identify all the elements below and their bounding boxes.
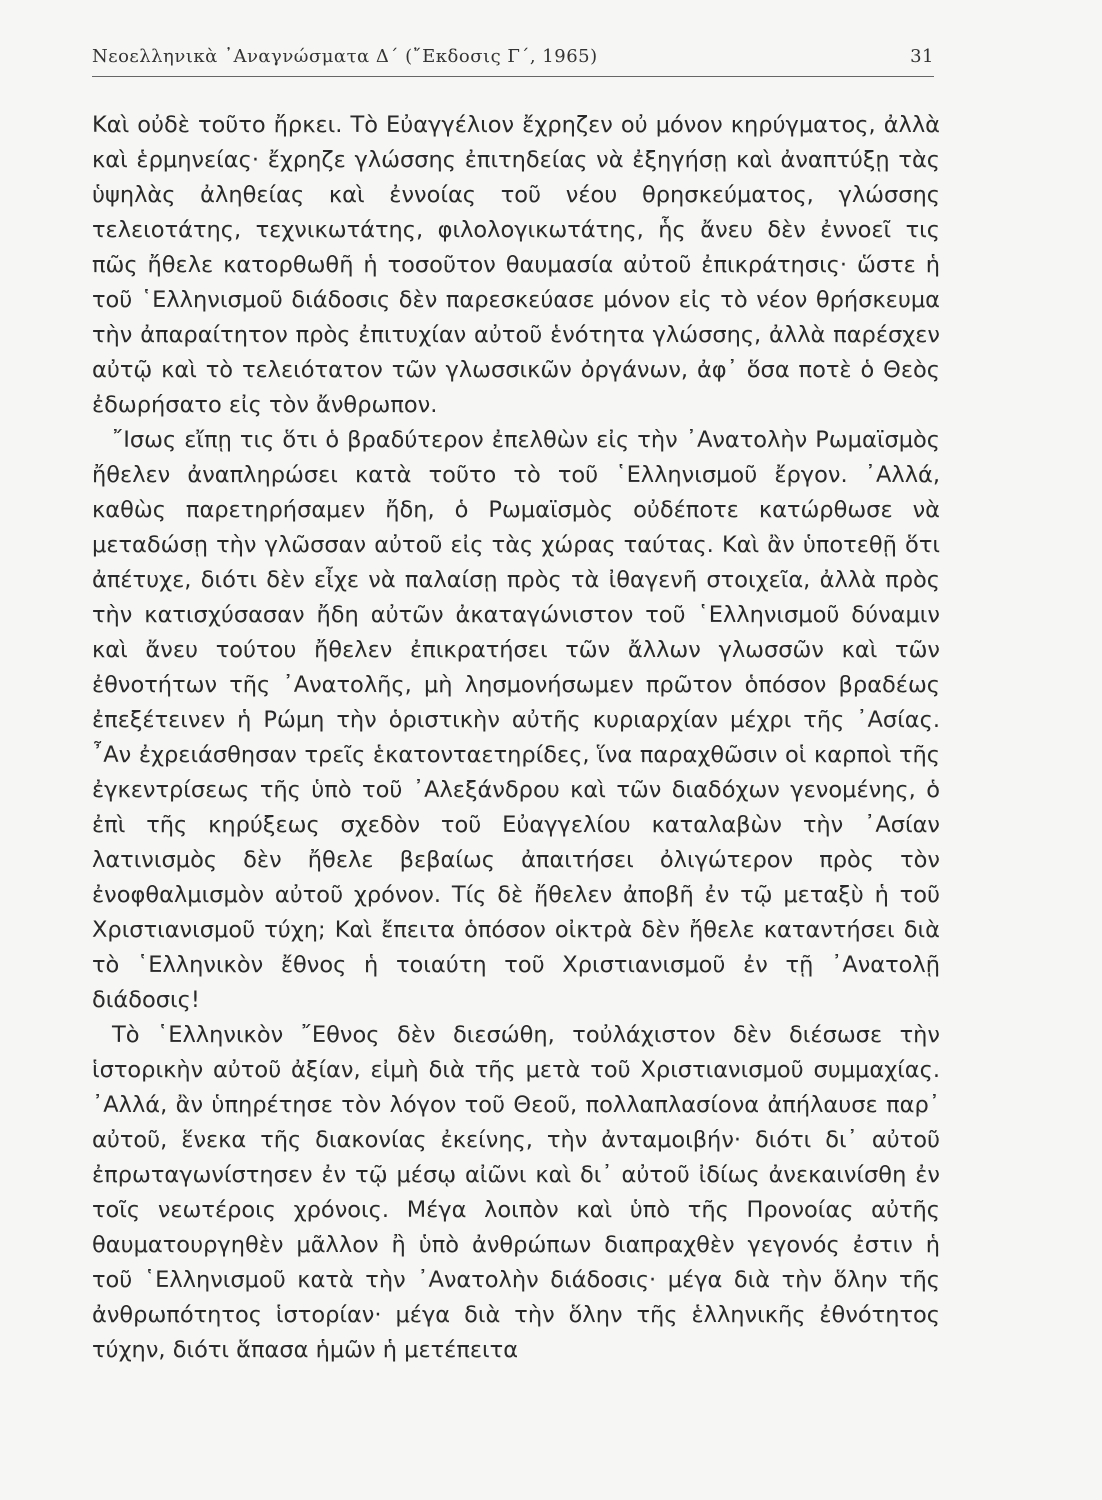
header-title: Νεοελληνικὰ ᾿Αναγνώσματα Δ΄ (῎Εκδοσις Γ΄, 1965) [92,46,598,67]
page-number: 31 [910,46,934,67]
paragraph-1: Καὶ οὐδὲ τοῦτο ἤρκει. Τὸ Εὐαγγέλιον ἔχρηζεν οὐ μόνον κηρύγματος, ἀλλὰ καὶ ἑρμηνείας· ἔχρηζε γλώσσης ἐπιτηδείας νὰ ἐξηγήσῃ καὶ ἀναπτύξῃ τὰς ὑψηλὰς ἀληθείας καὶ ἐννοίας τοῦ νέου θρησκεύματος, γλώσσης τελειοτάτης, τεχνικωτάτης, φιλολογικωτάτης, ἧς ἄνευ δὲν ἐννοεῖ τις πῶς ἤθελε κατορθωθῆ ἡ τοσοῦτον θαυμασία αὐτοῦ ἐπικράτησις· ὥστε ἡ τοῦ ῾Ελληνισμοῦ διάδοσις δὲν παρεσκεύασε μόνον εἰς τὸ νέον θρήσκευμα τὴν ἀπαραίτητον πρὸς ἐπιτυχίαν αὐτοῦ ἑνότητα γλώσσης, ἀλλὰ παρέσχεν αὐτῷ καὶ τὸ τελειότατον τῶν γλωσσικῶν ὀργάνων, ἀφ᾿ ὅσα ποτὲ ὁ Θεὸς ἐδωρήσατο εἰς τὸν ἄνθρωπον. [92,112,940,418]
page-body [92,108,940,1368]
paragraph-2: ῎Ισως εἴπῃ τις ὅτι ὁ βραδύτερον ἐπελθὼν εἰς τὴν ᾿Ανατολὴν Ρωμαϊσμὸς ἤθελεν ἀναπληρώσει κατὰ τοῦτο τὸ τοῦ ῾Ελληνισμοῦ ἔργον. ᾿Αλλά, καθὼς παρετηρήσαμεν ἤδη, ὁ Ρωμαϊσμὸς οὐδέποτε κατώρθωσε νὰ μεταδώσῃ τὴν γλῶσσαν αὐτοῦ εἰς τὰς χώρας ταύτας. Καὶ ἂν ὑποτεθῇ ὅτι ἀπέτυχε, διότι δὲν εἶχε νὰ παλαίσῃ πρὸς τὰ ἰθαγενῆ στοιχεῖα, ἀλλὰ πρὸς τὴν κατισχύσασαν ἤδη αὐτῶν ἀκαταγώνιστον τοῦ ῾Ελληνισμοῦ δύναμιν καὶ ἄνευ τούτου ἤθελεν ἐπικρατήσει τῶν ἄλλων γλωσσῶν καὶ τῶν ἐθνοτήτων τῆς ᾿Ανατολῆς, μὴ λησμονήσωμεν πρῶτον ὁπόσον βραδέως ἐπεξέτεινεν ἡ Ρώμη τὴν ὁριστικὴν αὐτῆς κυριαρχίαν μέχρι τῆς ᾿Ασίας. ῏Αν ἐχρειάσθησαν τρεῖς ἑκατονταετηρίδες, ἵνα παραχθῶσιν οἱ καρποὶ τῆς ἐγκεντρίσεως τῆς ὑπὸ τοῦ ᾿Αλεξάνδρου καὶ τῶν διαδόχων γενομένης, ὁ ἐπὶ τῆς κηρύξεως σχεδὸν τοῦ Εὐαγγελίου καταλαβὼν τὴν ᾿Ασίαν λατινισμὸς δὲν ἤθελε βεβαίως ἀπαιτήσει ὀλιγώτερον πρὸς τὸν ἐνοφθαλμισμὸν αὐτοῦ χρόνον. Τίς δὲ ἤθελεν ἀποβῆ ἐν τῷ μεταξὺ ἡ τοῦ Χριστιανισμοῦ τύχη; Καὶ ἔπειτα ὁπόσον οἰκτρὰ δὲν ἤθελε καταντήσει διὰ τὸ ῾Ελληνικὸν ἔθνος ἡ τοιαύτη τοῦ Χριστιανισμοῦ ἐν τῇ ᾿Ανατολῇ διάδοσις! [92,427,940,1013]
header-rule [92,76,934,77]
paragraph-3: Τὸ ῾Ελληνικὸν ῎Εθνος δὲν διεσώθη, τοὐλάχιστον δὲν διέσωσε τὴν ἱστορικὴν αὐτοῦ ἀξίαν, εἰμὴ διὰ τῆς μετὰ τοῦ Χριστιανισμοῦ συμμαχίας. ᾿Αλλά, ἂν ὑπηρέτησε τὸν λόγον τοῦ Θεοῦ, πολλαπλασίονα ἀπήλαυσε παρ᾿ αὐτοῦ, ἕνεκα τῆς διακονίας ἐκείνης, τὴν ἀνταμοιβήν· διότι δι᾿ αὐτοῦ ἐπρωταγωνίστησεν ἐν τῷ μέσῳ αἰῶνι καὶ δι᾿ αὐτοῦ ἰδίως ἀνεκαινίσθη ἐν τοῖς νεωτέροις χρόνοις. Μέγα λοιπὸν καὶ ὑπὸ τῆς Προνοίας αὐτῆς θαυματουργηθὲν μᾶλλον ἢ ὑπὸ ἀνθρώπων διαπραχθὲν γεγονός ἐστιν ἡ τοῦ ῾Ελληνισμοῦ κατὰ τὴν ᾿Ανατολὴν διάδοσις· μέγα διὰ τὴν ὅλην τῆς ἀνθρωπότητος ἱστορίαν· μέγα διὰ τὴν ὅλην τῆς ἑλληνικῆς ἐθνότητος τύχην, διότι ἅπασα ἡμῶν ἡ μετέπειτα [92,1022,940,1363]
